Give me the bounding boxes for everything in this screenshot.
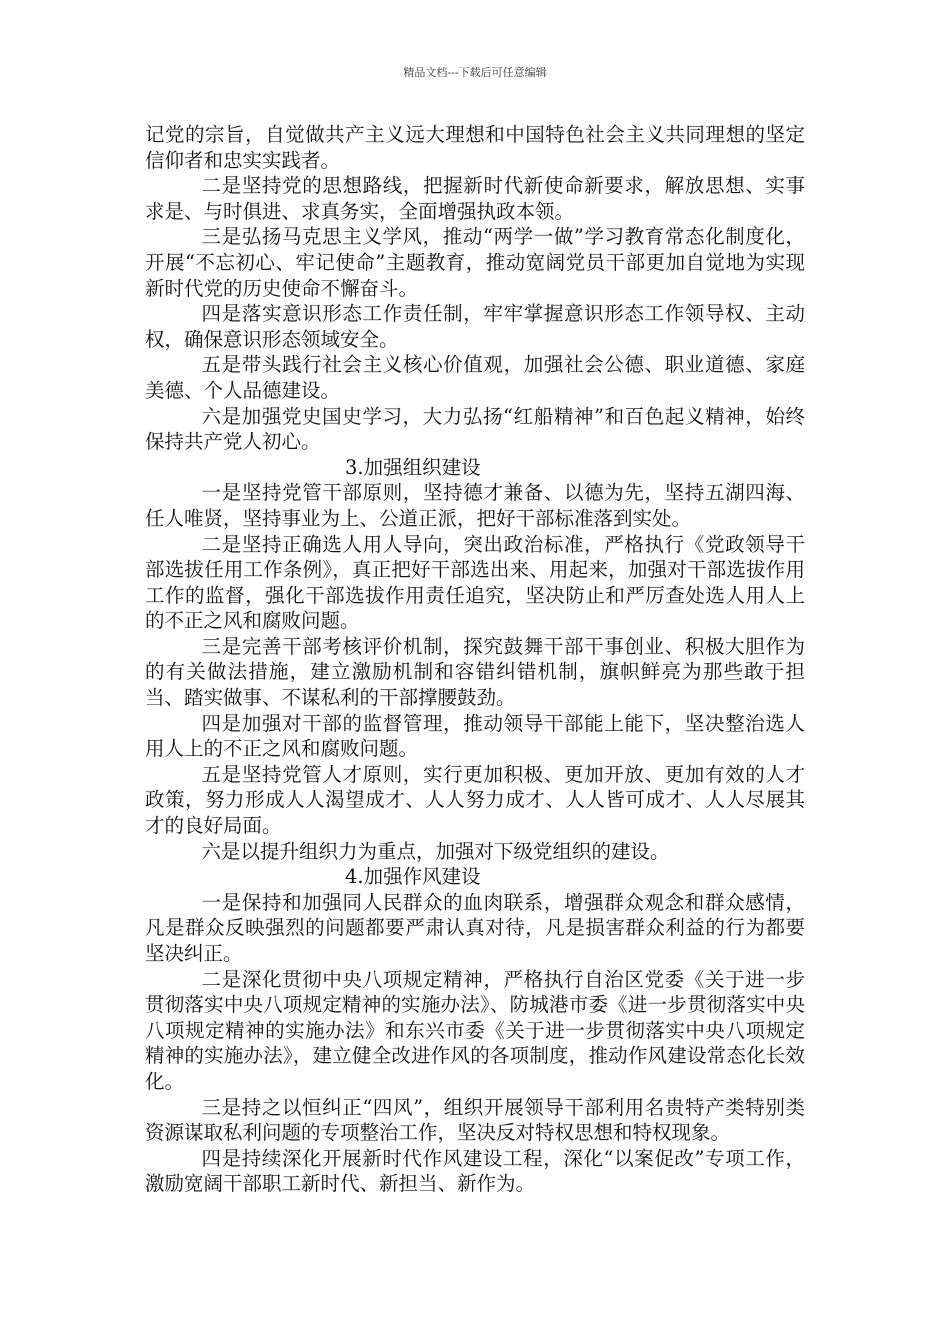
paragraph: 五是带头践行社会主义核心价值观，加强社会公德、职业道德、家庭美德、个人品德建设。 — [145, 353, 805, 402]
paragraph-continuation: 记党的宗旨，自觉做共产主义远大理想和中国特色社会主义共同理想的坚定信仰者和忠实实践者。 — [145, 123, 805, 172]
paragraph: 二是坚持正确选人用人导向，突出政治标准，严格执行《党政领导干部选拔任用工作条例》，真正把好干部选出来、用起来，加强对干部选拔作用工作的监督，强化干部选拔作用责任追究，坚决防止和严厉查处选人用人上的不正之风和腐败问题。 — [145, 532, 805, 633]
paragraph: 四是持续深化开展新时代作风建设工程，深化“以案促改”专项工作，激励宽阔干部职工新时代、新担当、新作为。 — [145, 1146, 805, 1196]
paragraph: 一是坚持党管干部原则，坚持德才兼备、以德为先，坚持五湖四海、任人唯贤，坚持事业为上、公道正派，把好干部标准落到实处。 — [145, 481, 805, 530]
page-header: 精品文档---下载后可任意编辑 — [403, 66, 547, 79]
paragraph: 四是加强对干部的监督管理，推动领导干部能上能下，坚决整治选人用人上的不正之风和腐败问题。 — [145, 711, 805, 761]
document-body — [145, 122, 805, 1197]
paragraph: 一是保持和加强同人民群众的血肉联系，增强群众观念和群众感情，凡是群众反映强烈的问题都要严肃认真对待，凡是损害群众利益的行为都要坚决纠正。 — [145, 890, 805, 965]
paragraph: 五是坚持党管人才原则，实行更加积极、更加开放、更加有效的人才政策，努力形成人人渴望成才、人人努力成才、人人皆可成才、人人尽展其才的良好局面。 — [145, 762, 805, 838]
paragraph: 四是落实意识形态工作责任制，牢牢掌握意识形态工作领导权、主动权，确保意识形态领域安全。 — [145, 302, 805, 351]
section-heading-organization: 3.加强组织建设 — [345, 455, 481, 479]
paragraph: 三是持之以恒纠正“四风”，组织开展领导干部利用名贵特产类特别类资源谋取私利问题的专项整治工作，坚决反对特权思想和特权现象。 — [145, 1095, 805, 1145]
paragraph: 二是坚持党的思想路线，把握新时代新使命新要求，解放思想、实事求是、与时俱进、求真务实，全面增强执政本领。 — [145, 174, 805, 223]
paragraph: 三是弘扬马克思主义学风，推动“两学一做”学习教育常态化制度化，开展“不忘初心、牢记使命”主题教育，推动宽阔党员干部更加自觉地为实现新时代党的历史使命不懈奋斗。 — [145, 225, 805, 300]
section-heading-work-style: 4.加强作风建设 — [345, 865, 481, 889]
paragraph: 六是以提升组织力为重点，加强对下级党组织的建设。 — [201, 839, 670, 863]
paragraph: 六是加强党史国史学习，大力弘扬“红船精神”和百色起义精神，始终保持共产党人初心。 — [145, 404, 805, 454]
paragraph: 三是完善干部考核评价机制，探究鼓舞干部干事创业、积极大胆作为的有关做法措施，建立激励机制和容错纠错机制，旗帜鲜亮为那些敢于担当、踏实做事、不谋私利的干部撑腰鼓劲。 — [145, 634, 805, 710]
paragraph: 二是深化贯彻中央八项规定精神，严格执行自治区党委《关于进一步贯彻落实中央八项规定精神的实施办法》、防城港市委《进一步贯彻落实中央八项规定精神的实施办法》和东兴市委《关于进一步贯彻落实中央八项规定精神的实施办法》，建立健全改进作风的各项制度，推动作风建设常态化长效化。 — [145, 967, 805, 1093]
